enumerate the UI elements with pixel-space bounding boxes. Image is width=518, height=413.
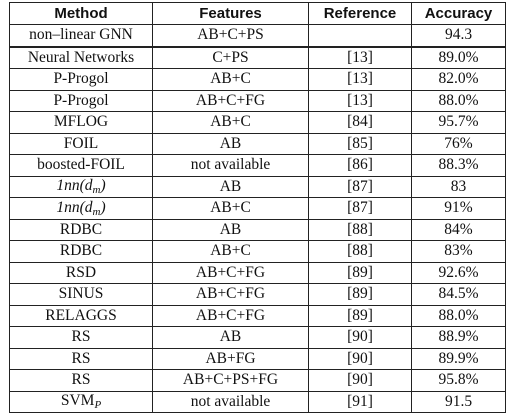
cell-features: AB+C+PS [153, 25, 309, 47]
header-reference: Reference [309, 3, 412, 25]
results-table-container [9, 2, 505, 413]
table-row [10, 155, 506, 177]
cell-features: AB+C+FG [153, 305, 309, 327]
cell-reference: [86] [309, 155, 412, 177]
cell-method: RSD [10, 262, 153, 284]
cell-method: FOIL [10, 133, 153, 155]
cell-accuracy: 88.9% [412, 327, 506, 349]
cell-method: RDBC [10, 241, 153, 263]
cell-method: $SVM_P$ [10, 391, 153, 413]
cell-features: AB [153, 133, 309, 155]
cell-method: RS [10, 327, 153, 349]
cell-accuracy: 95.8% [412, 370, 506, 392]
cell-features: not available [153, 155, 309, 177]
cell-features: AB+C [153, 241, 309, 263]
cell-features: AB+C+FG [153, 284, 309, 306]
table-row [10, 348, 506, 370]
cell-accuracy: 95.7% [412, 112, 506, 134]
cell-method: non–linear GNN [10, 25, 153, 47]
math-subscript: m [92, 184, 101, 197]
cell-features: AB+C+PS+FG [153, 370, 309, 392]
cell-reference: [89] [309, 262, 412, 284]
cell-accuracy: 91% [412, 198, 506, 220]
header-accuracy: Accuracy [412, 3, 506, 25]
cell-accuracy: 88.3% [412, 155, 506, 177]
table-row [10, 241, 506, 263]
cell-reference: [84] [309, 112, 412, 134]
cell-method: boosted-FOIL [10, 155, 153, 177]
table-row [10, 262, 506, 284]
table-body [10, 25, 506, 413]
cell-accuracy: 84.5% [412, 284, 506, 306]
cell-features: AB+C+FG [153, 90, 309, 112]
cell-reference: [87] [309, 198, 412, 220]
table-row [10, 391, 506, 413]
cell-reference: [90] [309, 327, 412, 349]
cell-method: RS [10, 370, 153, 392]
table-row [10, 284, 506, 306]
header-features: Features [153, 3, 309, 25]
cell-accuracy: 82.0% [412, 69, 506, 91]
method-subscript: P [94, 399, 102, 412]
cell-method: RDBC [10, 219, 153, 241]
cell-reference: [90] [309, 370, 412, 392]
math-expression: $1nn(d_m)$ [56, 198, 106, 218]
cell-method [10, 176, 153, 198]
cell-method: SINUS [10, 284, 153, 306]
table-row [10, 112, 506, 134]
table-row [10, 370, 506, 392]
table-header [10, 3, 506, 25]
cell-features: AB+FG [153, 348, 309, 370]
cell-method: P-Progol [10, 69, 153, 91]
cell-method: RS [10, 348, 153, 370]
cell-reference: [89] [309, 284, 412, 306]
table-row [10, 25, 506, 47]
table-row [10, 327, 506, 349]
cell-features: AB+C [153, 69, 309, 91]
table-row [10, 305, 506, 327]
table-row [10, 176, 506, 198]
cell-reference: [13] [309, 90, 412, 112]
cell-features: C+PS [153, 47, 309, 69]
table-row [10, 90, 506, 112]
cell-features: not available [153, 391, 309, 413]
cell-accuracy: 84% [412, 219, 506, 241]
cell-method: RELAGGS [10, 305, 153, 327]
cell-reference: [88] [309, 219, 412, 241]
cell-method [10, 198, 153, 220]
table-row [10, 219, 506, 241]
results-table [9, 2, 506, 413]
cell-accuracy: 88.0% [412, 305, 506, 327]
cell-reference [309, 25, 412, 47]
cell-accuracy: 91.5 [412, 391, 506, 413]
cell-accuracy: 83 [412, 176, 506, 198]
cell-accuracy: 76% [412, 133, 506, 155]
cell-reference: [13] [309, 47, 412, 69]
cell-accuracy: 94.3 [412, 25, 506, 47]
cell-method: Neural Networks [10, 47, 153, 69]
cell-accuracy: 89.0% [412, 47, 506, 69]
cell-accuracy: 88.0% [412, 90, 506, 112]
cell-features: AB [153, 176, 309, 198]
cell-features: AB [153, 219, 309, 241]
cell-features: AB+C [153, 112, 309, 134]
cell-features: AB [153, 327, 309, 349]
cell-features: AB+C+FG [153, 262, 309, 284]
math-subscript: m [92, 205, 101, 218]
math-expression: $1nn(d_m)$ [56, 177, 106, 197]
cell-reference: [87] [309, 176, 412, 198]
table-row [10, 133, 506, 155]
cell-reference: [13] [309, 69, 412, 91]
cell-method: MFLOG [10, 112, 153, 134]
cell-accuracy: 89.9% [412, 348, 506, 370]
cell-reference: [89] [309, 305, 412, 327]
cell-accuracy: 83% [412, 241, 506, 263]
cell-reference: [85] [309, 133, 412, 155]
cell-accuracy: 92.6% [412, 262, 506, 284]
table-row [10, 47, 506, 69]
cell-reference: [90] [309, 348, 412, 370]
header-row [10, 3, 506, 25]
cell-reference: [88] [309, 241, 412, 263]
table-row [10, 198, 506, 220]
header-method: Method [10, 3, 153, 25]
cell-method: P-Progol [10, 90, 153, 112]
table-row [10, 69, 506, 91]
cell-reference: [91] [309, 391, 412, 413]
cell-features: AB+C [153, 198, 309, 220]
